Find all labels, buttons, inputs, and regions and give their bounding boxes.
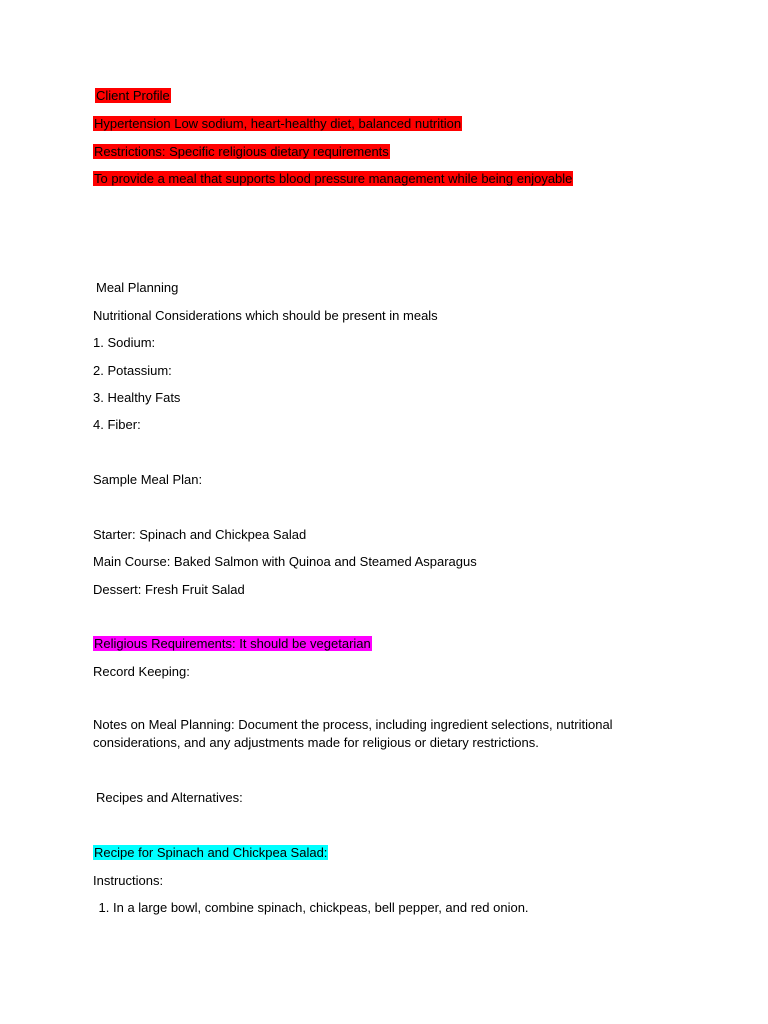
instructions-label: Instructions: xyxy=(93,873,164,888)
consideration-item: 2. Potassium: xyxy=(93,363,172,378)
consideration-item: 4. Fiber: xyxy=(93,417,141,432)
considerations-intro: Nutritional Considerations which should be present in meals xyxy=(93,308,438,323)
religious-requirements: Religious Requirements: It should be vegetarian xyxy=(94,636,371,651)
recipe-title: Recipe for Spinach and Chickpea Salad: xyxy=(94,845,328,860)
instruction-step: 1. In a large bowl, combine spinach, chickpeas, bell pepper, and red onion. xyxy=(113,899,529,916)
recipes-heading: Recipes and Alternatives: xyxy=(96,790,243,805)
starter-item: Starter: Spinach and Chickpea Salad xyxy=(93,527,307,542)
client-goal: To provide a meal that supports blood pressure management while being enjoyable xyxy=(94,171,573,186)
consideration-item: 1. Sodium: xyxy=(93,335,156,350)
meal-planning-notes: Notes on Meal Planning: Document the process, including ingredient selections, nutritional considerations, and any adjustments made for religious or dietary restrictions. xyxy=(93,717,613,750)
record-keeping-heading: Record Keeping: xyxy=(93,664,190,679)
client-restrictions: Restrictions: Specific religious dietary requirements xyxy=(94,144,389,159)
consideration-item: 3. Healthy Fats xyxy=(93,390,181,405)
main-course-item: Main Course: Baked Salmon with Quinoa and Steamed Asparagus xyxy=(93,554,477,569)
client-condition: Hypertension Low sodium, heart-healthy diet, balanced nutrition xyxy=(94,116,462,131)
dessert-item: Dessert: Fresh Fruit Salad xyxy=(93,582,245,597)
meal-planning-heading: Meal Planning xyxy=(96,280,179,295)
sample-meal-plan-heading: Sample Meal Plan: xyxy=(93,472,203,487)
client-profile-heading: Client Profile xyxy=(96,88,170,103)
instruction-steps xyxy=(93,899,529,916)
